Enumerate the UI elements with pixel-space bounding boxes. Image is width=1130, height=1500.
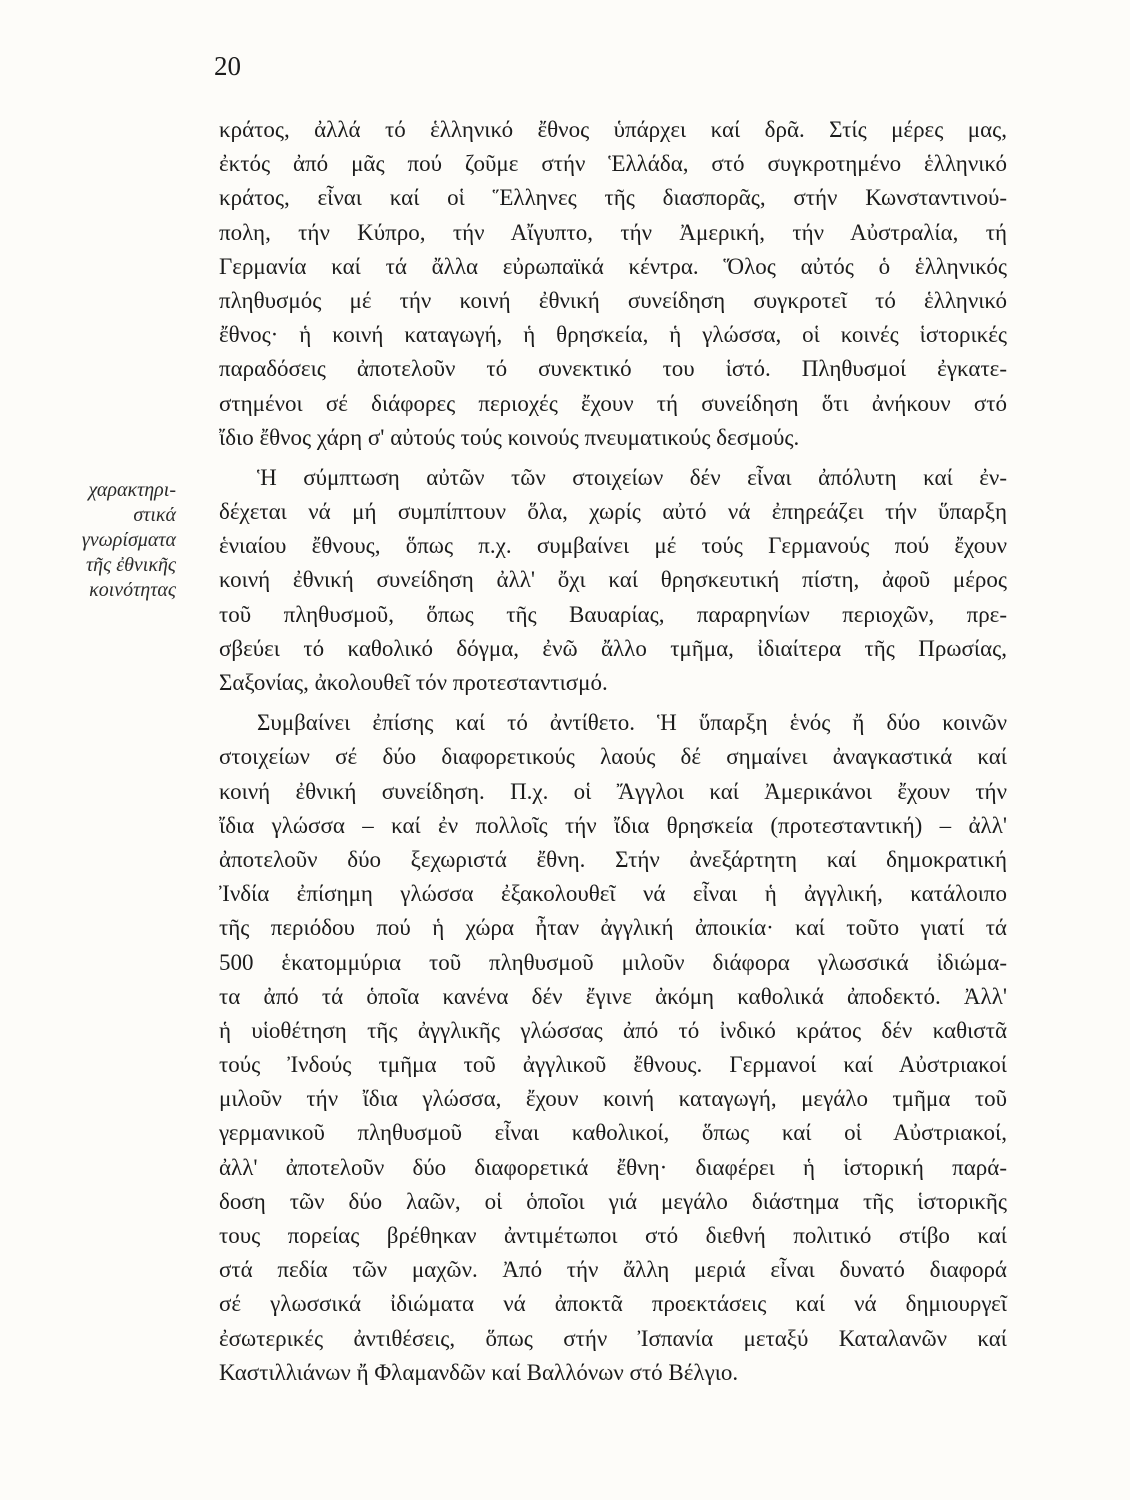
text-line: σέ γλωσσικά ἰδιώματα νά ἀποκτᾶ προεκτάσεις καί νά δημιουργεῖ (219, 1291, 1007, 1317)
text-line: κοινή ἐθνική συνείδηση ἀλλ' ὄχι καί θρησκευτική πίστη, ἀφοῦ μέρος (219, 567, 1007, 593)
margin-note-line: χαρακτηρι- (88, 479, 176, 501)
text-line: στά πεδία τῶν μαχῶν. Ἀπό τήν ἄλλη μεριά εἶναι δυνατό διαφορά (219, 1257, 1007, 1283)
text-line: τῆς περιόδου πού ἡ χώρα ἦταν ἀγγλική ἀποικία· καί τοῦτο γιατί τά (219, 915, 1007, 941)
text-line: ἔθνος· ἡ κοινή καταγωγή, ἡ θρησκεία, ἡ γλώσσα, οἱ κοινές ἱστορικές (219, 322, 1007, 348)
text-line: δέχεται νά μή συμπίπτουν ὅλα, χωρίς αὐτό νά ἐπηρεάζει τήν ὕπαρξη (219, 499, 1007, 525)
text-line: μιλοῦν τήν ἴδια γλώσσα, ἔχουν κοινή καταγωγή, μεγάλο τμῆμα τοῦ (219, 1086, 1007, 1112)
text-line: τους πορείας βρέθηκαν ἀντιμέτωποι στό διεθνή πολιτικό στίβο καί (219, 1223, 1007, 1248)
text-line: ἐσωτερικές ἀντιθέσεις, ὅπως στήν Ἰσπανία μεταξύ Καταλανῶν καί (219, 1325, 1007, 1351)
text-line: ἴδια γλώσσα – καί ἐν πολλοῖς τήν ἴδια θρησκεία (προτεσταντική) – ἀλλ' (219, 812, 1007, 838)
text-line: κράτος, εἶναι καί οἱ Ἕλληνες τῆς διασπορᾶς, στήν Κωνσταντινού- (219, 185, 1007, 211)
text-line: ἡ υἱοθέτηση τῆς ἀγγλικῆς γλώσσας ἀπό τό ἰνδικό κράτος δέν καθιστᾶ (219, 1017, 1007, 1043)
text-line: 500 ἑκατομμύρια τοῦ πληθυσμοῦ μιλοῦν διάφορα γλωσσικά ἰδιώμα- (219, 949, 1007, 975)
text-line: ἀλλ' ἀποτελοῦν δύο διαφορετικά ἔθνη· διαφέρει ἡ ἱστορική παρά- (219, 1154, 1007, 1180)
body-text (219, 113, 1007, 1390)
text-line: ἑνιαίου ἔθνους, ὅπως π.χ. συμβαίνει μέ τούς Γερμανούς πού ἔχουν (219, 533, 1007, 559)
margin-note-line: γνωρίσματα (81, 529, 176, 551)
text-line: τα ἀπό τά ὁποῖα κανένα δέν ἔγινε ἀκόμη καθολικά ἀποδεκτό. Ἀλλ' (219, 983, 1007, 1009)
text-line: Ἰνδία ἐπίσημη γλώσσα ἐξακολουθεῖ νά εἶναι ἡ ἀγγλική, κατάλοιπο (219, 881, 1007, 907)
text-line: τούς Ἰνδούς τμῆμα τοῦ ἀγγλικοῦ ἔθνους. Γερμανοί καί Αὐστριακοί (219, 1052, 1007, 1078)
text-line: Συμβαίνει ἐπίσης καί τό ἀντίθετο. Ἡ ὕπαρξη ἑνός ἤ δύο κοινῶν (257, 710, 1007, 736)
text-line: κοινή ἐθνική συνείδηση. Π.χ. οἱ Ἄγγλοι καί Ἀμερικάνοι ἔχουν τήν (219, 778, 1007, 804)
text-line: γερμανικοῦ πληθυσμοῦ εἶναι καθολικοί, ὅπως καί οἱ Αὐστριακοί, (219, 1120, 1007, 1146)
text-line: στημένοι σέ διάφορες περιοχές ἔχουν τή συνείδηση ὅτι ἀνήκουν στό (219, 390, 1007, 416)
text-line: δοση τῶν δύο λαῶν, οἱ ὁποῖοι γιά μεγάλο διάστημα τῆς ἱστορικῆς (219, 1188, 1007, 1214)
text-line: παραδόσεις ἀποτελοῦν τό συνεκτικό του ἱστό. Πληθυσμοί ἐγκατε- (219, 356, 1007, 382)
text-line: Γερμανία καί τά ἄλλα εὐρωπαϊκά κέντρα. Ὅλος αὐτός ὁ ἑλληνικός (219, 253, 1007, 279)
text-line: ἴδιο ἔθνος χάρη σ' αὐτούς τούς κοινούς πνευματικούς δεσμούς. (219, 424, 800, 450)
text-line: Ἡ σύμπτωση αὐτῶν τῶν στοιχείων δέν εἶναι ἀπόλυτη καί ἐν- (257, 464, 1007, 490)
text-line: ἐκτός ἀπό μᾶς πού ζοῦμε στήν Ἑλλάδα, στό συγκροτημένο ἑλληνικό (219, 151, 1007, 177)
text-line: Καστιλλιάνων ἤ Φλαμανδῶν καί Βαλλόνων στό Βέλγιο. (219, 1359, 739, 1385)
text-line: πολη, τήν Κύπρο, τήν Αἴγυπτο, τήν Ἀμερική, τήν Αὐστραλία, τή (219, 219, 1007, 245)
text-line: κράτος, ἀλλά τό ἑλληνικό ἔθνος ὑπάρχει καί δρᾶ. Στίς μέρες μας, (219, 117, 1007, 142)
text-line: σβεύει τό καθολικό δόγμα, ἐνῶ ἄλλο τμῆμα, ἰδιαίτερα τῆς Πρωσίας, (219, 635, 1007, 661)
page-number: 20 (214, 51, 241, 81)
text-line: στοιχείων σέ δύο διαφορετικούς λαούς δέ σημαίνει ἀναγκαστικά καί (219, 744, 1007, 770)
margin-note-line: στικά (133, 504, 176, 526)
margin-note (30, 478, 176, 603)
margin-note-line: τῆς ἐθνικῆς (86, 554, 176, 576)
margin-note-line: κοινότητας (89, 579, 176, 601)
text-line: Σαξονίας, ἀκολουθεῖ τόν προτεσταντισμό. (219, 670, 608, 695)
text-line: τοῦ πληθυσμοῦ, ὅπως τῆς Βαυαρίας, παραρηνίων περιοχῶν, πρε- (219, 601, 1007, 627)
text-line: ἀποτελοῦν δύο ξεχωριστά ἔθνη. Στήν ἀνεξάρτητη καί δημοκρατική (219, 846, 1007, 872)
text-line: πληθυσμός μέ τήν κοινή ἐθνική συνείδηση συγκροτεῖ τό ἑλληνικό (219, 287, 1007, 313)
